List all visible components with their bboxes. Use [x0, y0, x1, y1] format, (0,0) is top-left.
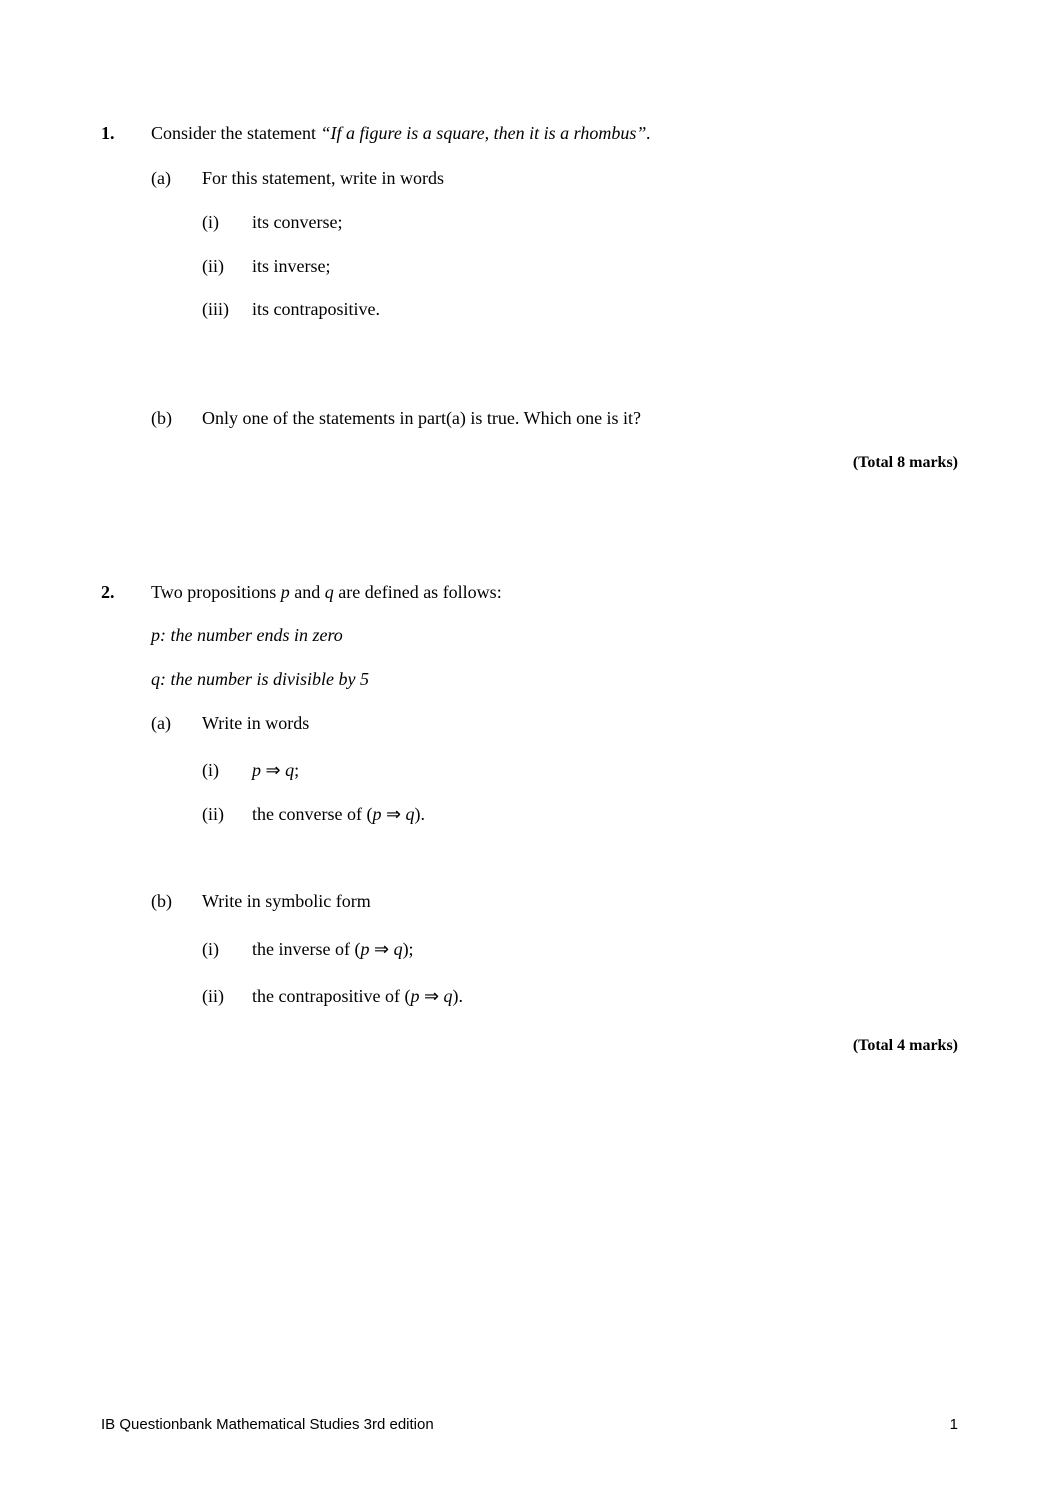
- total-marks: (Total 4 marks): [852, 1037, 958, 1054]
- definition-text: : the number is divisible by 5: [160, 669, 369, 689]
- subpart-label: (ii): [202, 804, 224, 824]
- subpart-words: the contrapositive of (: [252, 986, 411, 1006]
- part-label: (b): [151, 891, 172, 911]
- definition-q: [151, 668, 369, 690]
- symbol-p: p: [360, 939, 370, 959]
- stem-text: are defined as follows:: [333, 582, 502, 602]
- page-number: 1: [949, 1416, 958, 1433]
- symbol-q: q: [405, 804, 415, 824]
- stem-text: Two propositions: [151, 582, 281, 602]
- subpart-text: [252, 985, 463, 1007]
- punctuation: ).: [452, 986, 464, 1006]
- question-stem: [151, 581, 502, 603]
- part-label: (b): [151, 408, 172, 428]
- symbol-q: q: [324, 582, 334, 602]
- subpart-label: (i): [202, 939, 219, 959]
- symbol-q: q: [443, 986, 453, 1006]
- part-text: Write in words: [202, 713, 310, 733]
- punctuation: ).: [414, 804, 426, 824]
- part-text: Write in symbolic form: [202, 891, 371, 911]
- stem-quote: “If a figure is a square, then it is a rhombus”.: [320, 123, 651, 143]
- symbol-q: q: [285, 760, 295, 780]
- subpart-label: (i): [202, 760, 219, 780]
- symbol-p: p: [280, 582, 290, 602]
- symbol-q: q: [151, 669, 160, 689]
- part-text: Only one of the statements in part(a) is true. Which one is it?: [202, 408, 642, 428]
- subpart-text: its contrapositive.: [252, 299, 380, 319]
- footer-source: IB Questionbank Mathematical Studies 3rd edition: [101, 1416, 434, 1433]
- implies-symbol: ⇒: [261, 760, 286, 780]
- subpart-label: (ii): [202, 256, 224, 276]
- subpart-label: (i): [202, 212, 219, 232]
- implies-symbol: ⇒: [419, 986, 444, 1006]
- part-label: (a): [151, 168, 171, 188]
- question-stem: [151, 122, 651, 144]
- subpart-words: the inverse of (: [252, 939, 361, 959]
- implies-symbol: ⇒: [381, 804, 406, 824]
- subpart-text: [252, 938, 414, 960]
- symbol-p: p: [410, 986, 420, 1006]
- definition-p: p: the number ends in zero: [151, 625, 343, 645]
- symbol-p: p: [372, 804, 382, 824]
- total-marks: (Total 8 marks): [852, 454, 958, 471]
- symbol-q: q: [393, 939, 403, 959]
- stem-text: Consider the statement: [151, 123, 321, 143]
- subpart-label: (ii): [202, 986, 224, 1006]
- question-number: 2.: [101, 582, 115, 602]
- part-text: For this statement, write in words: [202, 168, 444, 188]
- subpart-text: its inverse;: [252, 256, 331, 276]
- implies-symbol: ⇒: [369, 939, 394, 959]
- subpart-text: [252, 759, 299, 781]
- symbol-p: p: [252, 760, 261, 780]
- subpart-text: its converse;: [252, 212, 343, 232]
- question-number: 1.: [101, 123, 115, 143]
- stem-text: and: [289, 582, 325, 602]
- punctuation: );: [402, 939, 414, 959]
- subpart-text: [252, 803, 425, 825]
- subpart-label: (iii): [202, 299, 229, 319]
- part-label: (a): [151, 713, 171, 733]
- punctuation: ;: [294, 760, 300, 780]
- subpart-words: the converse of (: [252, 804, 373, 824]
